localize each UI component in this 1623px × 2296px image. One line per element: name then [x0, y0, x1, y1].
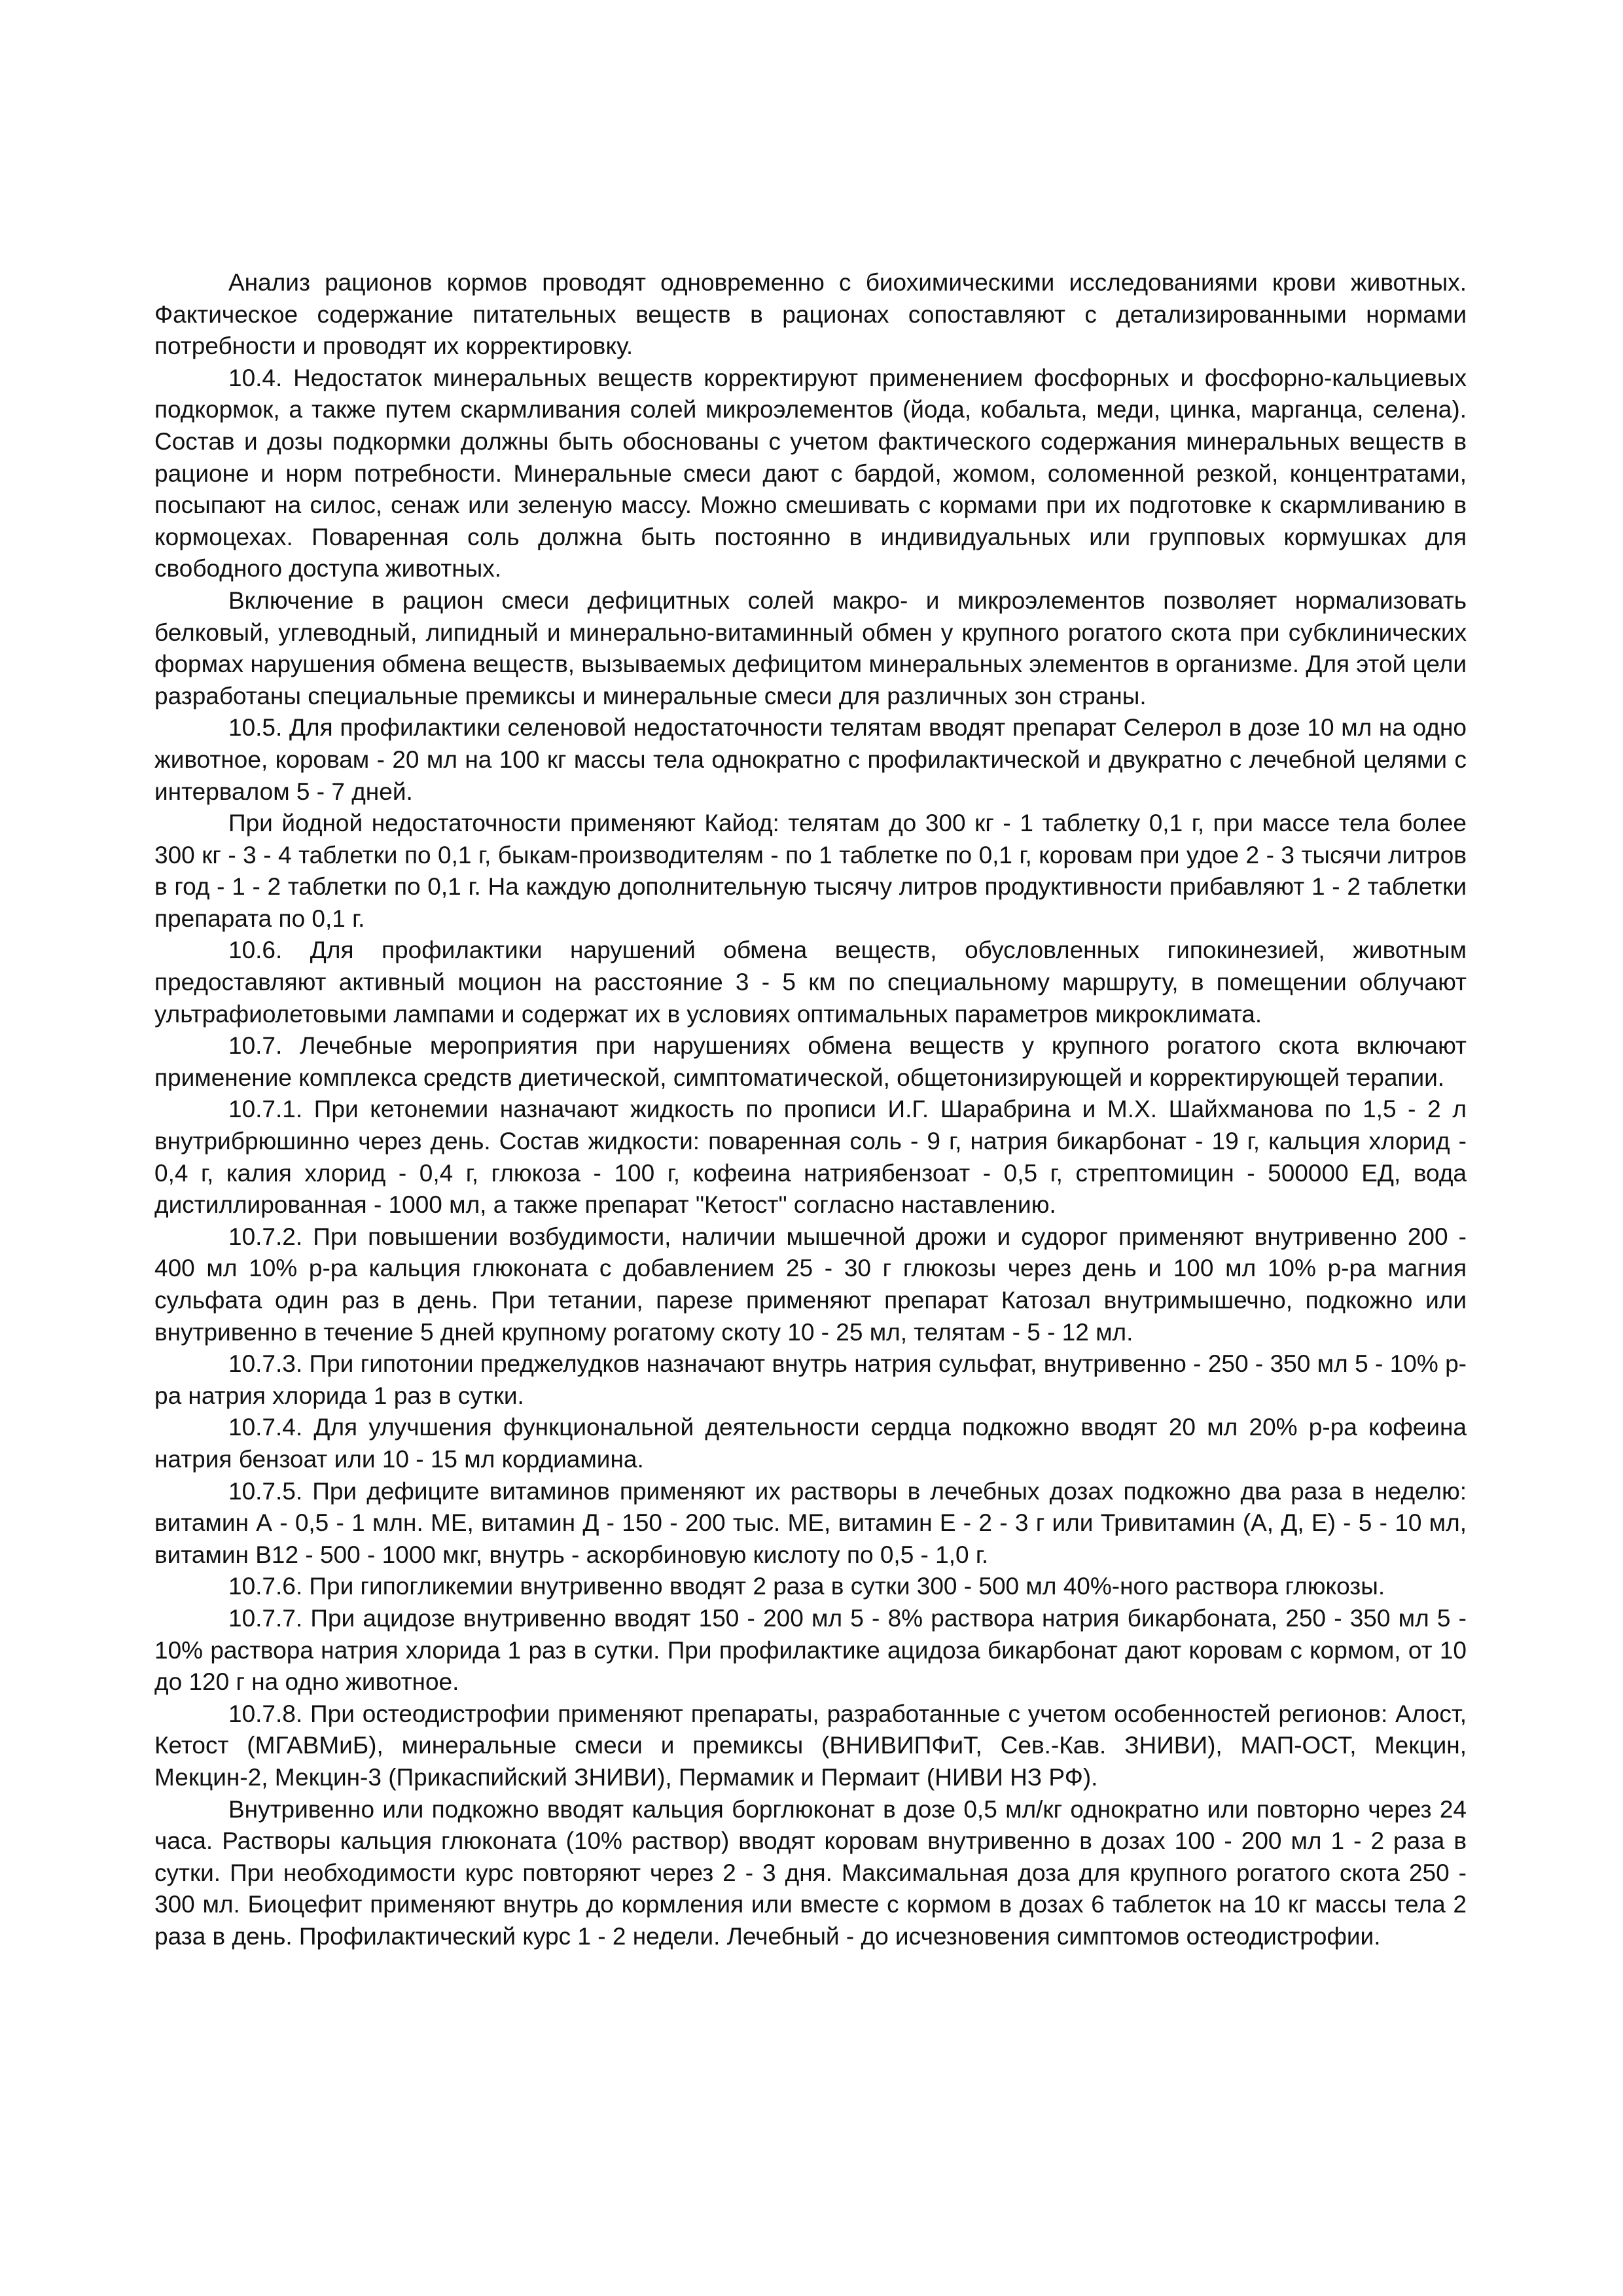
paragraph-10-7-8: 10.7.8. При остеодистрофии применяют препараты, разработанные с учетом особенностей регионов: Алост, Кетост (МГАВМиБ), минеральные смеси и премиксы (ВНИВИПФиТ, Сев.-Кав. ЗНИВИ), МАП-ОСТ, Мекцин, Мекцин-2, Мекцин-3 (Прикаспийский ЗНИВИ), Пермамик и Пермаит (НИВИ НЗ РФ).	[154, 1700, 1467, 1791]
paragraph-10-7-7: 10.7.7. При ацидозе внутривенно вводят 150 - 200 мл 5 - 8% раствора натрия бикарбоната, 250 - 350 мл 5 - 10% раствора натрия хлорида 1 раз в сутки. При профилактике ацидоза бикарбонат дают коровам с кормом, от 10 до 120 г на одно животное.	[154, 1604, 1467, 1696]
paragraph-10-5: 10.5. Для профилактики селеновой недостаточности телятам вводят препарат Селерол в дозе 10 мл на одно животное, коровам - 20 мл на 100 кг массы тела однократно с профилактической и двукратно с лечебной целями с интервалом 5 - 7 дней.	[154, 714, 1467, 805]
paragraph-10-7-4: 10.7.4. Для улучшения функциональной деятельности сердца подкожно вводят 20 мл 20% р-ра кофеина натрия бензоат или 10 - 15 мл кордиамина.	[154, 1414, 1467, 1473]
document-page	[154, 267, 1467, 1952]
paragraph-10-7: 10.7. Лечебные мероприятия при нарушениях обмена веществ у крупного рогатого скота включают применение комплекса средств диетической, симптоматической, общетонизирующей и корректирующей терапии.	[154, 1032, 1467, 1091]
paragraph-mineral-mix: Включение в рацион смеси дефицитных солей макро- и микроэлементов позволяет нормализовать белковый, углеводный, липидный и минерально-витаминный обмен у крупного рогатого скота при субклинических формах нарушения обмена веществ, вызываемых дефицитом минеральных элементов в организме. Для этой цели разработаны специальные премиксы и минеральные смеси для различных зон страны.	[154, 586, 1467, 709]
paragraph-10-7-1: 10.7.1. При кетонемии назначают жидкость по прописи И.Г. Шарабрина и М.Х. Шайхманова по 1,5 - 2 л внутрибрюшинно через день. Состав жидкости: поваренная соль - 9 г, натрия бикарбонат - 19 г, кальция хлорид - 0,4 г, калия хлорид - 0,4 г, глюкоза - 100 г, кофеина натриябензоат - 0,5 г, стрептомицин - 500000 ЕД, вода дистиллированная - 1000 мл, а также препарат "Кетост" согласно наставлению.	[154, 1096, 1467, 1219]
paragraph-10-4: 10.4. Недостаток минеральных веществ корректируют применением фосфорных и фосфорно-кальциевых подкормок, а также путем скармливания солей микроэлементов (йода, кобальта, меди, цинка, марганца, селена). Состав и дозы подкормки должны быть обоснованы с учетом фактического содержания минеральных веществ в рационе и норм потребности. Минеральные смеси дают с бардой, жомом, соломенной резкой, концентратами, посыпают на силос, сенаж или зеленую массу. Можно смешивать с кормами при их подготовке к скармливанию в кормоцехах. Поваренная соль должна быть постоянно в индивидуальных или групповых кормушках для свободного доступа животных.	[154, 364, 1467, 583]
paragraph-iodine: При йодной недостаточности применяют Кайод: телятам до 300 кг - 1 таблетку 0,1 г, при массе тела более 300 кг - 3 - 4 таблетки по 0,1 г, быкам-производителям - по 1 таблетке по 0,1 г, коровам при удое 2 - 3 тысячи литров в год - 1 - 2 таблетки по 0,1 г. На каждую дополнительную тысячу литров продуктивности прибавляют 1 - 2 таблетки препарата по 0,1 г.	[154, 810, 1467, 932]
paragraph-calcium-treatment: Внутривенно или подкожно вводят кальция борглюконат в дозе 0,5 мл/кг однократно или повторно через 24 часа. Растворы кальция глюконата (10% раствор) вводят коровам внутривенно в дозах 100 - 200 мл 1 - 2 раза в сутки. При необходимости курс повторяют через 2 - 3 дня. Максимальная доза для крупного рогатого скота 250 - 300 мл. Биоцефит применяют внутрь до кормления или вместе с кормом в дозах 6 таблеток на 10 кг массы тела 2 раза в день. Профилактический курс 1 - 2 недели. Лечебный - до исчезновения симптомов остеодистрофии.	[154, 1795, 1467, 1950]
paragraph-ration-analysis: Анализ рационов кормов проводят одновременно с биохимическими исследованиями крови животных. Фактическое содержание питательных веществ в рационах сопоставляют с детализированными нормами потребности и проводят их корректировку.	[154, 269, 1467, 360]
paragraph-10-7-3: 10.7.3. При гипотонии преджелудков назначают внутрь натрия сульфат, внутривенно - 250 - 350 мл 5 - 10% р-ра натрия хлорида 1 раз в сутки.	[154, 1350, 1467, 1409]
paragraph-10-6: 10.6. Для профилактики нарушений обмена веществ, обусловленных гипокинезией, животным предоставляют активный моцион на расстояние 3 - 5 км по специальному маршруту, в помещении облучают ультрафиолетовыми лампами и содержат их в условиях оптимальных параметров микроклимата.	[154, 937, 1467, 1028]
paragraph-10-7-2: 10.7.2. При повышении возбудимости, наличии мышечной дрожи и судорог применяют внутривенно 200 - 400 мл 10% р-ра кальция глюконата с добавлением 25 - 30 г глюкозы через день и 100 мл 10% р-ра магния сульфата один раз в день. При тетании, парезе применяют препарат Катозал внутримышечно, подкожно или внутривенно в течение 5 дней крупному рогатому скоту 10 - 25 мл, телятам - 5 - 12 мл.	[154, 1223, 1467, 1346]
paragraph-10-7-6: 10.7.6. При гипогликемии внутривенно вводят 2 раза в сутки 300 - 500 мл 40%-ного раствора глюкозы.	[228, 1573, 1385, 1600]
paragraph-10-7-5: 10.7.5. При дефиците витаминов применяют их растворы в лечебных дозах подкожно два раза в неделю: витамин А - 0,5 - 1 млн. МЕ, витамин Д - 150 - 200 тыс. МЕ, витамин Е - 2 - 3 г или Тривитамин (А, Д, Е) - 5 - 10 мл, витамин В12 - 500 - 1000 мкг, внутрь - аскорбиновую кислоту по 0,5 - 1,0 г.	[154, 1477, 1467, 1568]
